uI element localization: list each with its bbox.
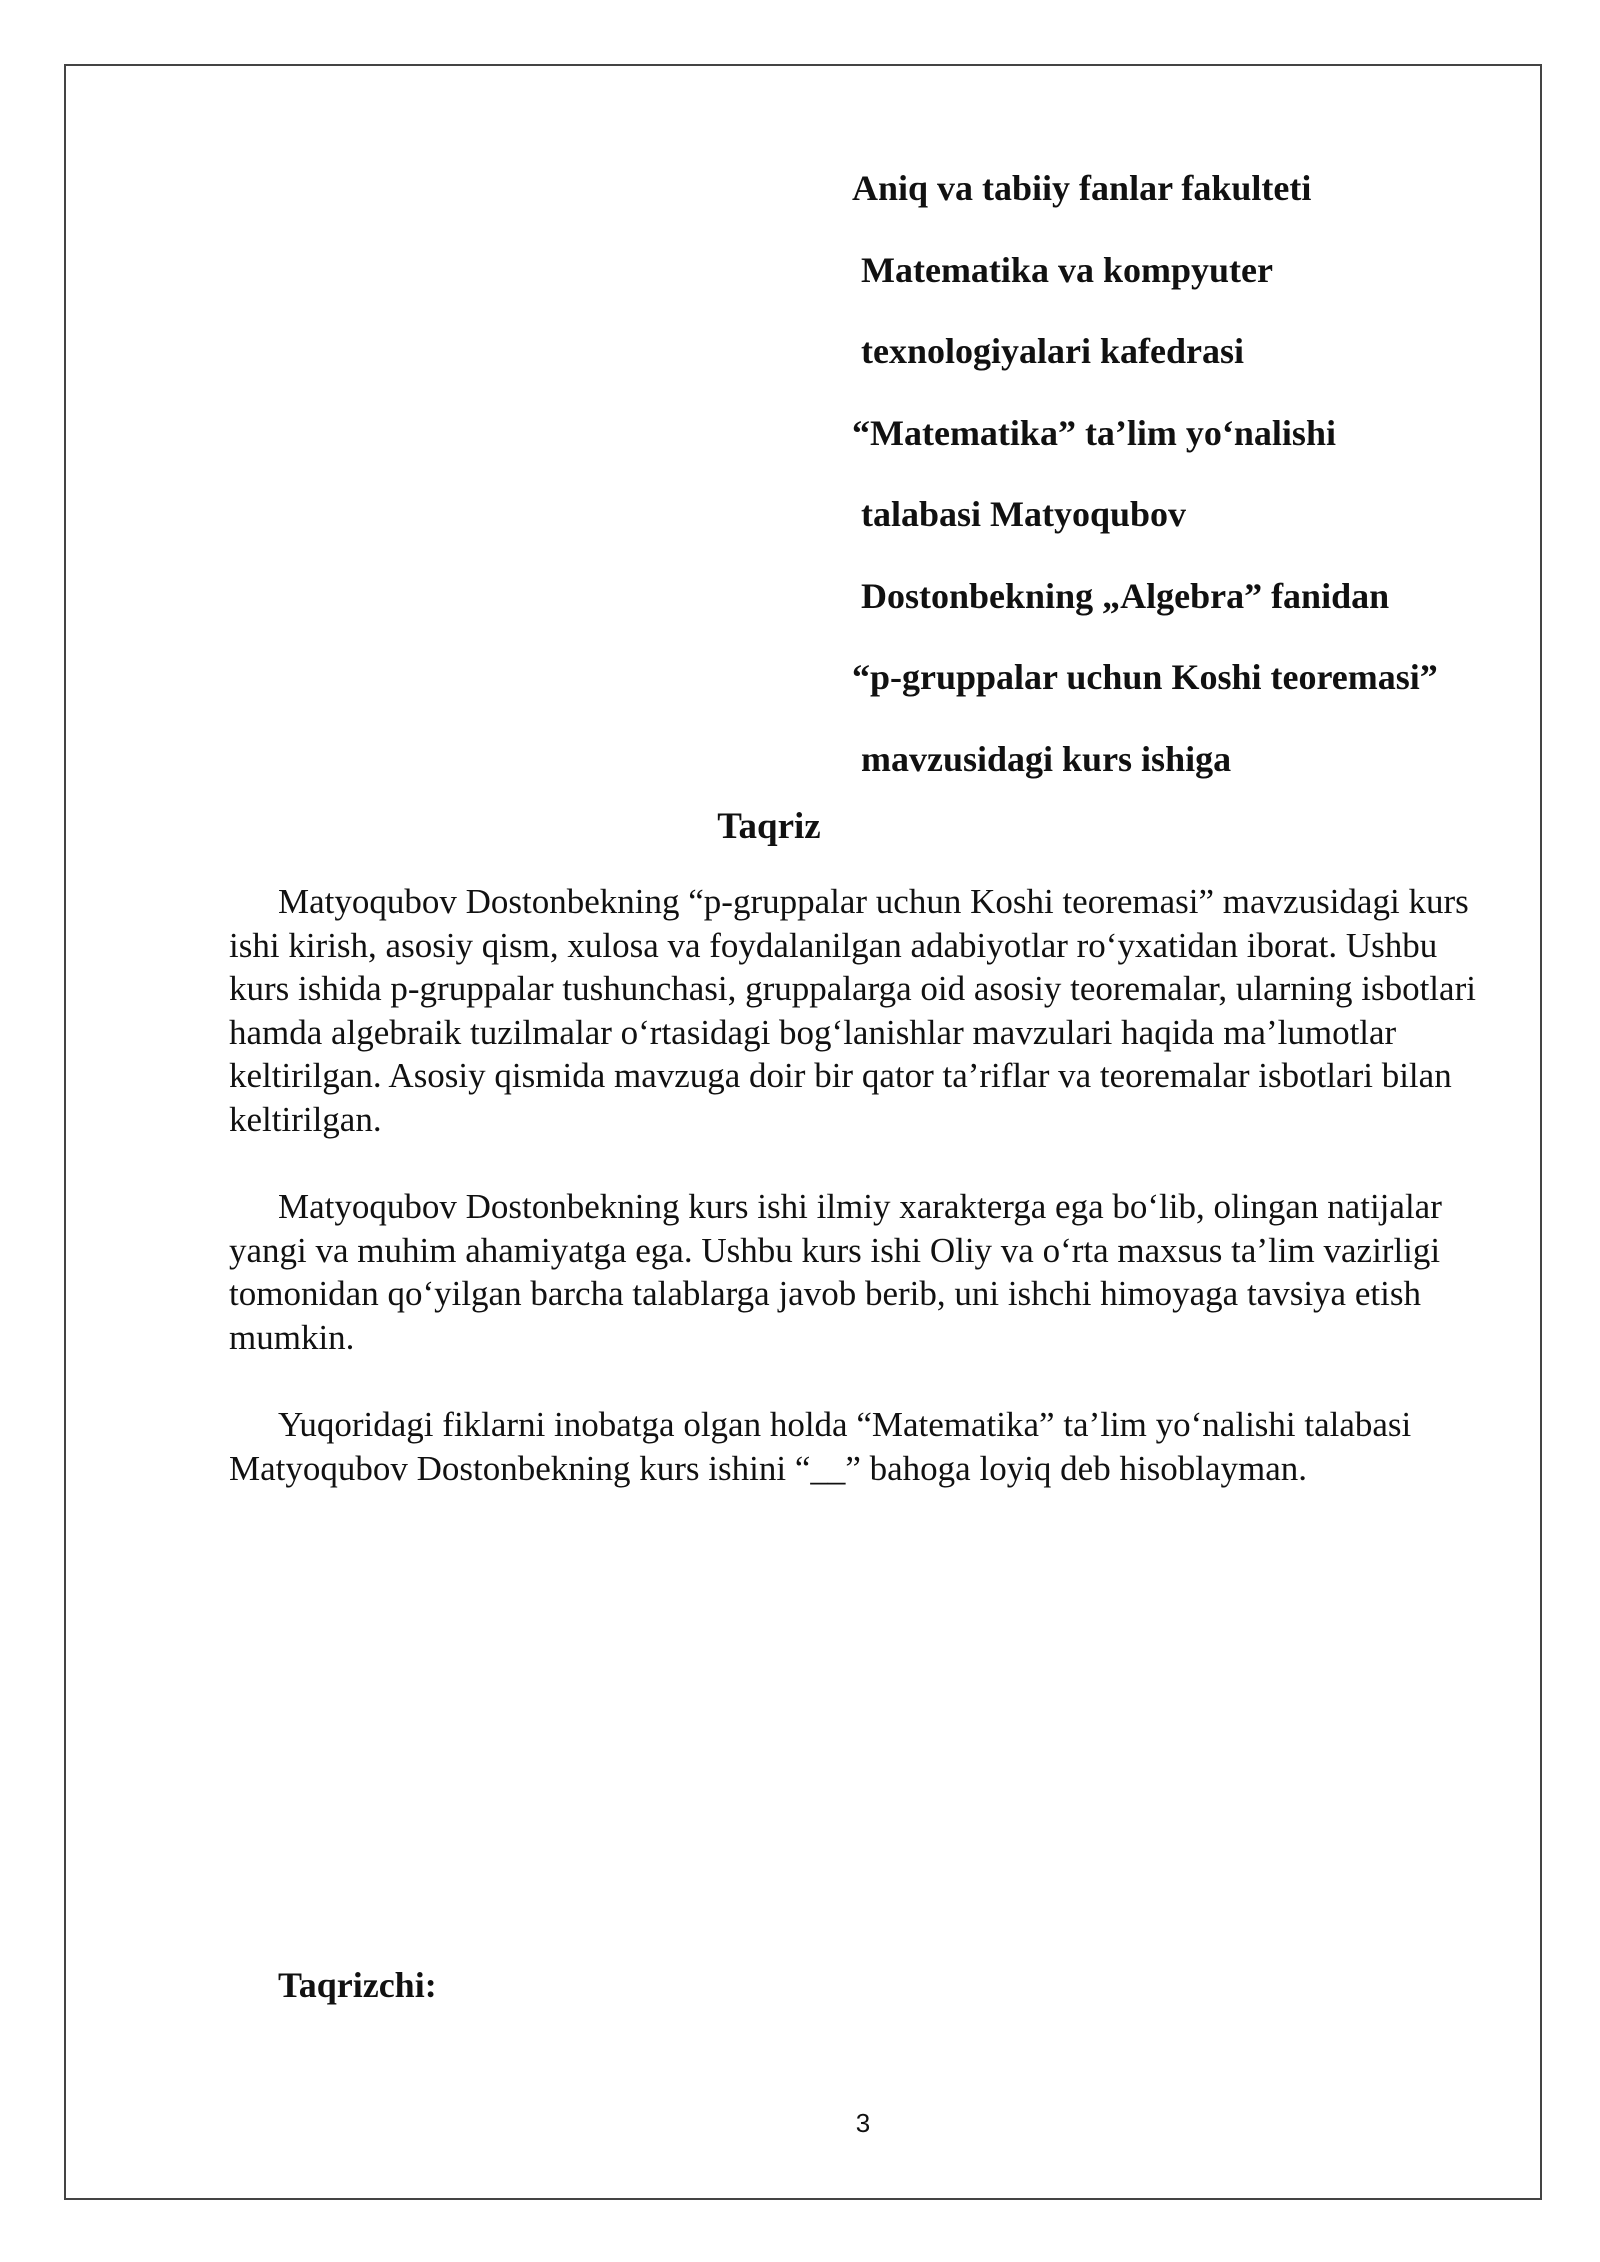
document-header (852, 148, 1532, 800)
header-line-student: talabasi Matyoqubov (861, 494, 1187, 534)
review-paragraph-1: Matyoqubov Dostonbekning “p-gruppalar uchun Koshi teoremasi” mavzusidagi kurs ishi kirish, asosiy qism, xulosa va foydalanilgan adabiyotlar ro‘yxatidan iborat. Ushbu kurs ishida p-gruppalar tushunchasi, gruppalarga oid asosiy teoremalar, ularning isbotlari hamda algebraik tuzilmalar o‘rtasidagi bog‘lanishlar mavzulari haqida ma’lumotlar keltirilgan. Asosiy qismida mavzuga doir bir qator ta’riflar va teoremalar isbotlari bilan keltirilgan. (229, 882, 1476, 1139)
header-line-program: “Matematika” ta’lim yo‘nalishi (852, 412, 1336, 453)
header-line-subject: Dostonbekning „Algebra” fanidan (861, 575, 1390, 616)
header-line-faculty: Aniq va tabiiy fanlar fakulteti (852, 168, 1312, 208)
review-body (229, 880, 1479, 1534)
review-paragraph-3: Yuqoridagi fiklarni inobatga olgan holda “Matematika” ta’lim yo‘nalishi talabasi Matyoqubov Dostonbekning kurs ishini “__” bahoga loyiq deb hisoblayman. (229, 1405, 1412, 1488)
reviewer-label: Taqrizchi: (278, 1965, 437, 2005)
page-number: 3 (855, 2108, 871, 2138)
document-title: Taqriz (717, 806, 821, 847)
header-line-topic: “p-gruppalar uchun Koshi teoremasi” (852, 657, 1438, 697)
header-line-department-2: texnologiyalari kafedrasi (861, 331, 1244, 371)
header-line-course-work: mavzusidagi kurs ishiga (861, 738, 1232, 779)
review-paragraph-2: Matyoqubov Dostonbekning kurs ishi ilmiy xarakterga ega bo‘lib, olingan natijalar yangi va muhim ahamiyatga ega. Ushbu kurs ishi Oliy va o‘rta maxsus ta’lim vazirligi tomonidan qo‘yilgan barcha talablarga javob berib, uni ishchi himoyaga tavsiya etish mumkin. (229, 1187, 1442, 1357)
header-line-department-1: Matematika va kompyuter (861, 249, 1273, 290)
